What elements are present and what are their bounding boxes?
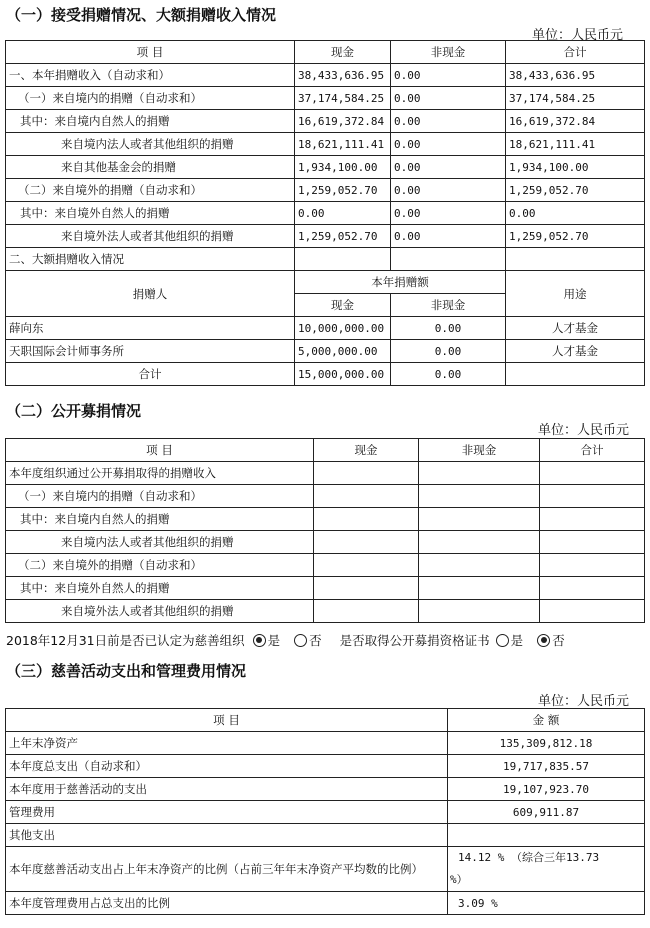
fundraising-cert-question: 是否取得公开募捐资格证书 bbox=[339, 633, 490, 648]
header-noncash: 非现金 bbox=[419, 439, 540, 462]
header-total: 合计 bbox=[506, 41, 645, 64]
table-row bbox=[6, 248, 645, 271]
noncash-cell: 0.00 bbox=[391, 87, 506, 110]
cert-yes-label: 是 bbox=[510, 633, 524, 648]
row-label: 其中：来自境内自然人的捐赠 bbox=[6, 110, 295, 133]
table-row bbox=[6, 485, 645, 508]
row-label: 本年度管理费用占总支出的比例 bbox=[6, 892, 448, 915]
cash-cell: 0.00 bbox=[295, 202, 391, 225]
cash-cell: 1,934,100.00 bbox=[295, 156, 391, 179]
table-row bbox=[6, 755, 645, 778]
noncash-cell: 0.00 bbox=[391, 340, 506, 363]
table-row bbox=[6, 508, 645, 531]
header-large-noncash: 非现金 bbox=[391, 294, 506, 317]
table-row bbox=[6, 462, 645, 485]
noncash-cell: 0.00 bbox=[391, 363, 506, 386]
noncash-cell: 0.00 bbox=[391, 110, 506, 133]
cash-cell: 5,000,000.00 bbox=[295, 340, 391, 363]
row-label: 来自境外法人或者其他组织的捐赠 bbox=[6, 600, 314, 623]
row-label: 其他支出 bbox=[6, 824, 448, 847]
table-row bbox=[6, 87, 645, 110]
total-row bbox=[6, 363, 645, 386]
public-fundraising-table bbox=[5, 438, 645, 623]
row-label: 来自其他基金会的捐赠 bbox=[6, 156, 295, 179]
table-row bbox=[6, 156, 645, 179]
noncash-cell: 0.00 bbox=[391, 317, 506, 340]
total-cell: 1,934,100.00 bbox=[506, 156, 645, 179]
large-header-row bbox=[6, 271, 645, 294]
table-row bbox=[6, 778, 645, 801]
table-row bbox=[6, 554, 645, 577]
cash-cell: 1,259,052.70 bbox=[295, 225, 391, 248]
cash-cell: 37,174,584.25 bbox=[295, 87, 391, 110]
ratio-value bbox=[448, 847, 645, 892]
table-row bbox=[6, 317, 645, 340]
charity-no-radio-icon[interactable] bbox=[294, 634, 307, 647]
row-label: 本年度用于慈善活动的支出 bbox=[6, 778, 448, 801]
table-row bbox=[6, 133, 645, 156]
total-label: 合计 bbox=[6, 363, 295, 386]
table-row bbox=[6, 801, 645, 824]
row-label: 来自境内法人或者其他组织的捐赠 bbox=[6, 133, 295, 156]
header-item: 项 目 bbox=[6, 439, 314, 462]
header-large-cash: 现金 bbox=[295, 294, 391, 317]
row-label: （二）来自境外的捐赠（自动求和） bbox=[6, 179, 295, 202]
header-use: 用途 bbox=[506, 271, 645, 317]
cash-cell: 16,619,372.84 bbox=[295, 110, 391, 133]
total-cell: 0.00 bbox=[506, 202, 645, 225]
table-row bbox=[6, 64, 645, 87]
table-row bbox=[6, 732, 645, 755]
row-label: （一）来自境内的捐赠（自动求和） bbox=[6, 87, 295, 110]
section1-unit: 单位：人民币元 bbox=[532, 28, 624, 43]
donor-cell: 天职国际会计师事务所 bbox=[6, 340, 295, 363]
row-label: 其中：来自境内自然人的捐赠 bbox=[6, 508, 314, 531]
charity-recognized-question: 2018年12月31日前是否已认定为慈善组织 bbox=[6, 633, 245, 648]
noncash-cell: 0.00 bbox=[391, 156, 506, 179]
amount-cell: 19,717,835.57 bbox=[448, 755, 645, 778]
amount-cell: 609,911.87 bbox=[448, 801, 645, 824]
ratio-row bbox=[6, 847, 645, 892]
qualification-status bbox=[6, 631, 646, 649]
noncash-cell: 0.00 bbox=[391, 64, 506, 87]
amount-cell: 19,107,923.70 bbox=[448, 778, 645, 801]
table-row bbox=[6, 577, 645, 600]
header-cash: 现金 bbox=[314, 439, 419, 462]
donation-table bbox=[5, 40, 645, 386]
cert-yes-radio-icon[interactable] bbox=[496, 634, 509, 647]
section2-title: （二）公开募捐情况 bbox=[6, 402, 142, 420]
cert-no-radio-icon[interactable] bbox=[537, 634, 550, 647]
header-item: 项 目 bbox=[6, 709, 448, 732]
header-total: 合计 bbox=[540, 439, 645, 462]
row-label: 来自境内法人或者其他组织的捐赠 bbox=[6, 531, 314, 554]
table-row bbox=[6, 824, 645, 847]
table-row bbox=[6, 202, 645, 225]
row-label: 本年度组织通过公开募捐取得的捐赠收入 bbox=[6, 462, 314, 485]
section2-unit: 单位：人民币元 bbox=[538, 423, 630, 438]
amount-cell: 3.09 % bbox=[448, 892, 645, 915]
amount-cell: 135,309,812.18 bbox=[448, 732, 645, 755]
table-row bbox=[6, 225, 645, 248]
header-item: 项 目 bbox=[6, 41, 295, 64]
row-label: 来自境外法人或者其他组织的捐赠 bbox=[6, 225, 295, 248]
row-label: 上年末净资产 bbox=[6, 732, 448, 755]
section3-unit: 单位：人民币元 bbox=[538, 694, 630, 709]
noncash-cell: 0.00 bbox=[391, 202, 506, 225]
table-row bbox=[6, 179, 645, 202]
section1-title: （一）接受捐赠情况、大额捐赠收入情况 bbox=[6, 6, 277, 24]
table-header-row bbox=[6, 439, 645, 462]
ratio-label: 本年度慈善活动支出占上年末净资产的比例（占前三年年末净资产平均数的比例） bbox=[6, 847, 448, 892]
table-header-row bbox=[6, 709, 645, 732]
cash-cell: 38,433,636.95 bbox=[295, 64, 391, 87]
noncash-cell: 0.00 bbox=[391, 225, 506, 248]
row-label: 其中：来自境外自然人的捐赠 bbox=[6, 577, 314, 600]
noncash-cell: 0.00 bbox=[391, 133, 506, 156]
use-cell: 人才基金 bbox=[506, 317, 645, 340]
total-cell: 18,621,111.41 bbox=[506, 133, 645, 156]
ratio-value-line1: 14.12 % （综合三年13.73 bbox=[458, 851, 600, 864]
table-header-row bbox=[6, 41, 645, 64]
row-label: 一、本年捐赠收入（自动求和） bbox=[6, 64, 295, 87]
total-cell: 38,433,636.95 bbox=[506, 64, 645, 87]
large-donation-title: 二、大额捐赠收入情况 bbox=[6, 248, 295, 271]
row-label: （二）来自境外的捐赠（自动求和） bbox=[6, 554, 314, 577]
cash-cell: 1,259,052.70 bbox=[295, 179, 391, 202]
expenditure-table bbox=[5, 708, 645, 915]
row-label: 其中：来自境外自然人的捐赠 bbox=[6, 202, 295, 225]
row-label: （一）来自境内的捐赠（自动求和） bbox=[6, 485, 314, 508]
table-row bbox=[6, 531, 645, 554]
noncash-cell: 0.00 bbox=[391, 179, 506, 202]
header-donor: 捐赠人 bbox=[6, 271, 295, 317]
cash-cell: 10,000,000.00 bbox=[295, 317, 391, 340]
header-cash: 现金 bbox=[295, 41, 391, 64]
row-label: 管理费用 bbox=[6, 801, 448, 824]
table-row bbox=[6, 892, 645, 915]
header-noncash: 非现金 bbox=[391, 41, 506, 64]
header-amount: 本年捐赠额 bbox=[295, 271, 506, 294]
ratio-value-line2: %） bbox=[450, 873, 468, 886]
cert-no-label: 否 bbox=[552, 633, 565, 648]
charity-yes-label: 是 bbox=[267, 633, 281, 648]
table-row bbox=[6, 600, 645, 623]
amount-cell bbox=[448, 824, 645, 847]
total-cell: 1,259,052.70 bbox=[506, 225, 645, 248]
charity-yes-radio-icon[interactable] bbox=[253, 634, 266, 647]
total-cell: 16,619,372.84 bbox=[506, 110, 645, 133]
total-cell: 1,259,052.70 bbox=[506, 179, 645, 202]
cash-cell: 18,621,111.41 bbox=[295, 133, 391, 156]
donor-cell: 薛向东 bbox=[6, 317, 295, 340]
table-row bbox=[6, 340, 645, 363]
cash-cell: 15,000,000.00 bbox=[295, 363, 391, 386]
section3-title: （三）慈善活动支出和管理费用情况 bbox=[6, 662, 247, 680]
use-cell: 人才基金 bbox=[506, 340, 645, 363]
table-row bbox=[6, 110, 645, 133]
header-amount: 金 额 bbox=[448, 709, 645, 732]
row-label: 本年度总支出（自动求和） bbox=[6, 755, 448, 778]
charity-no-label: 否 bbox=[309, 633, 322, 648]
total-cell: 37,174,584.25 bbox=[506, 87, 645, 110]
